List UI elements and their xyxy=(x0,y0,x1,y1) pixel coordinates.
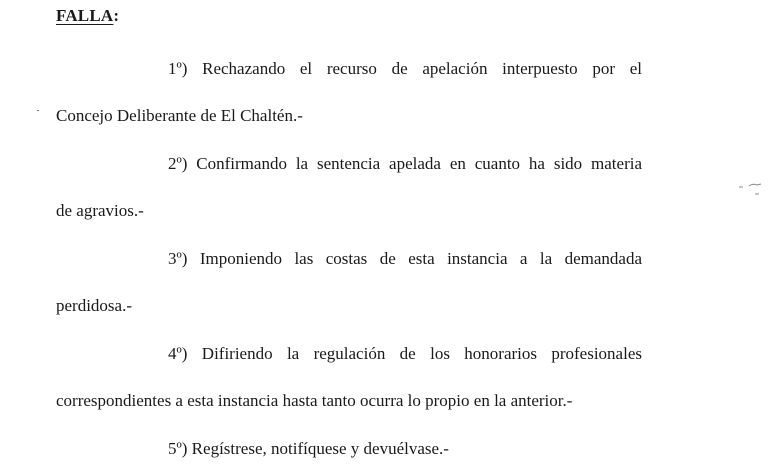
resolution-4-continuation: correspondientes a esta instancia hasta tanto ocurra lo propio en la anterior.- xyxy=(56,391,573,410)
resolution-1-continuation: Concejo Deliberante de El Chaltén.- xyxy=(56,106,303,125)
verdict-heading xyxy=(56,6,119,26)
resolution-4-first-line: 4º) Difiriendo la regulación de los honorarios profesionales xyxy=(168,344,642,363)
resolution-5-first-line: 5º) Regístrese, notifíquese y devuélvase.- xyxy=(168,439,449,458)
resolution-2-continuation: de agravios.- xyxy=(56,201,144,220)
margin-scribble xyxy=(737,182,767,196)
margin-mark xyxy=(37,110,39,111)
verdict-heading-colon: : xyxy=(113,6,120,25)
resolution-1-first-line: 1º) Rechazando el recurso de apelación interpuesto por el xyxy=(168,59,642,78)
resolution-2-first-line: 2º) Confirmando la sentencia apelada en cuanto ha sido materia xyxy=(168,154,642,173)
resolution-3-continuation: perdidosa.- xyxy=(56,296,133,315)
resolution-3-first-line: 3º) Imponiendo las costas de esta instancia a la demandada xyxy=(168,249,642,268)
verdict-heading-word: FALLA xyxy=(56,6,114,25)
